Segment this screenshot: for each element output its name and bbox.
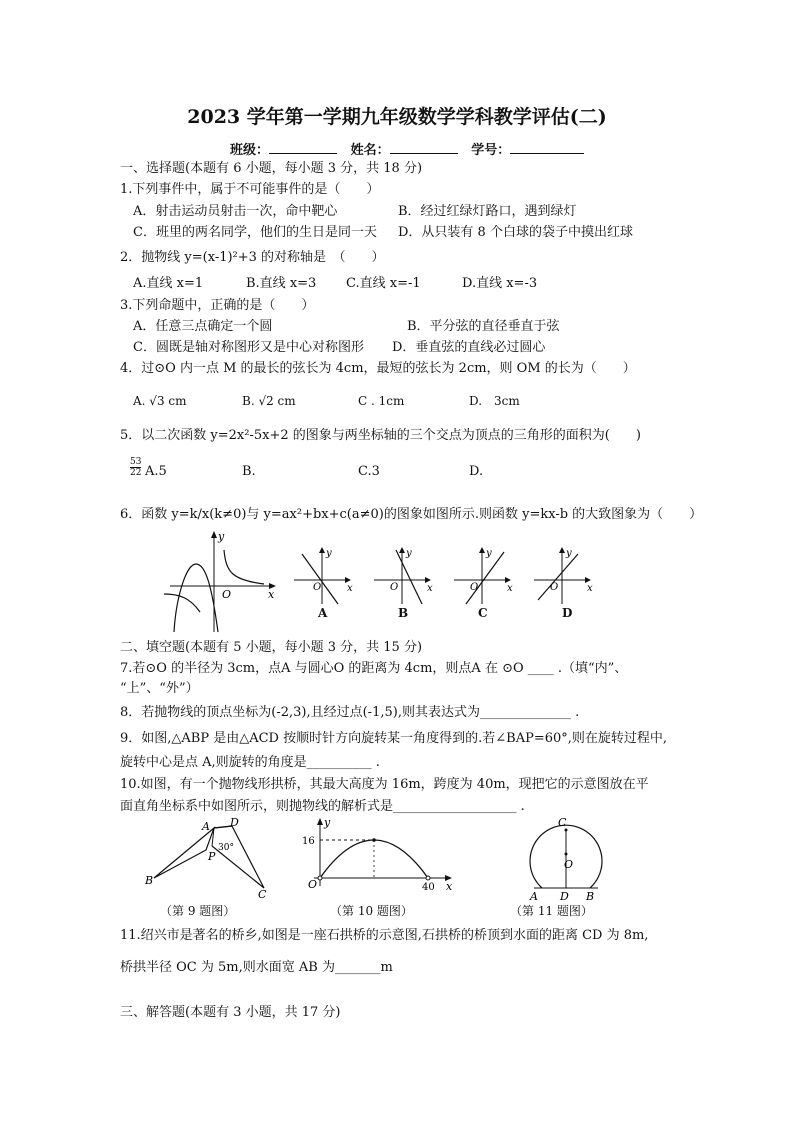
q6-main-graph	[160, 528, 280, 636]
page-title: 2023 学年第一学期九年级数学学科教学评估(二)	[187, 106, 607, 128]
q6-label-d: D	[562, 606, 573, 620]
q3-option-d: D．垂直弦的直线必过圆心	[392, 340, 546, 355]
q1-option-a: A．射击运动员射击一次，命中靶心	[133, 204, 338, 219]
q5-option-d: D.	[469, 464, 484, 479]
fig9-rotation-diagram	[140, 816, 280, 900]
fig9-label-c: C	[258, 888, 267, 900]
fig10-label-40: 40	[422, 882, 435, 893]
class-blank[interactable]	[269, 140, 337, 154]
fig11-label-d: D	[560, 890, 569, 902]
svg-text:y: y	[406, 548, 412, 559]
q6-graph-a	[294, 547, 353, 604]
fig11-label-o: O	[564, 858, 574, 871]
svg-text:O: O	[313, 582, 322, 593]
q6-graph-b	[374, 547, 433, 604]
q3-stem: 3.下列命题中，正确的是（ ）	[120, 298, 315, 313]
q5-option-a: A.5	[145, 464, 167, 479]
q6-origin: O	[222, 588, 232, 601]
q1-option-d: D．从只装有 8 个白球的袋子中摸出红球	[398, 225, 633, 240]
svg-text:y: y	[326, 548, 332, 559]
section-3-heading: 三、解答题(本题有 3 小题，共 17 分)	[120, 1005, 341, 1020]
section-1-heading: 一、选择题(本题有 6 小题，每小题 3 分，共 18 分)	[120, 161, 423, 176]
q7-line-2: “上”、“外”）	[120, 681, 199, 696]
q5-fraction-den: 22	[130, 468, 142, 478]
q1-option-b: B．经过红绿灯路口，遇到绿灯	[398, 204, 577, 219]
svg-text:x: x	[347, 583, 353, 594]
q4-stem: 4．过⊙O 内一点 M 的最长的弦长为 4cm，最短的弦长为 2cm，则 OM 的长为（ ）	[120, 361, 636, 376]
fig10-caption: （第 10 题图）	[330, 904, 413, 918]
svg-text:x: x	[507, 583, 513, 594]
q2-option-d: D.直线 x=-3	[462, 276, 538, 291]
q5-fraction	[130, 457, 141, 478]
svg-text:x: x	[587, 583, 593, 594]
q6-axis-x: x	[268, 588, 275, 601]
q4-option-b: B. √2 cm	[242, 394, 296, 408]
class-label: 班级：	[230, 143, 270, 158]
fig11-label-a: A	[530, 890, 538, 902]
q9-line-2: 旋转中心是点 A,则旋转的角度是__________ .	[120, 755, 380, 770]
q9-line-1: 9．如图,△ABP 是由△ACD 按顺时针方向旋转某一角度得到的.若∠BAP=60°,则在旋转过程中,	[120, 731, 668, 746]
q7-line-1: 7.若⊙O 的半径为 3cm，点A 与圆心O 的距离为 4cm，则点A 在 ⊙O ____ .（填“内”、	[120, 661, 628, 676]
q11-line-1: 11.绍兴市是著名的桥乡,如图是一座石拱桥的示意图,石拱桥的桥顶到水面的距离 CD 为 8m,	[120, 928, 649, 943]
q6-label-a: A	[318, 606, 328, 620]
name-label: 姓名：	[350, 143, 390, 158]
q5-fraction-num: 53	[130, 457, 142, 467]
fig10-axis-y: y	[324, 816, 331, 829]
fig11-caption: （第 11 题图）	[510, 904, 593, 918]
svg-text:y: y	[566, 548, 572, 559]
q2-stem: 2．抛物线 y=(x-1)²+3 的对称轴是 （ ）	[120, 250, 385, 265]
q6-label-c: C	[478, 606, 488, 620]
fig11-stone-arch-bridge	[520, 814, 610, 902]
svg-text:x: x	[427, 583, 433, 594]
q6-graph-c	[454, 547, 513, 604]
student-info	[230, 140, 584, 159]
q3-option-a: A．任意三点确定一个圆	[133, 319, 273, 334]
fig10-label-16: 16	[302, 836, 315, 847]
name-blank[interactable]	[390, 140, 458, 154]
q1-stem: 1.下列事件中，属于不可能事件的是（ ）	[120, 182, 380, 197]
q6-label-b: B	[398, 606, 409, 620]
fig9-label-b: B	[145, 874, 154, 887]
fig10-axis-x: x	[446, 880, 453, 893]
fig9-caption: （第 9 题图）	[160, 904, 236, 918]
q6-axis-y: y	[218, 530, 225, 543]
fig11-label-b: B	[586, 890, 595, 902]
id-label: 学号：	[471, 143, 511, 158]
q10-line-2: 面直角坐标系中如图所示，则抛物线的解析式是___________________ .	[120, 799, 525, 814]
q4-option-d: D. 3cm	[469, 394, 520, 408]
svg-text:O: O	[470, 582, 479, 593]
fig10-origin: O	[308, 878, 318, 891]
fig9-angle: 30°	[218, 843, 234, 853]
q5-option-b: B.	[242, 464, 256, 479]
q3-option-b: B．平分弦的直径垂直于弦	[407, 319, 560, 334]
section-2-heading: 二、填空题(本题有 5 小题，每小题 3 分，共 15 分)	[120, 640, 423, 655]
q5-stem: 5．以二次函数 y=2x²-5x+2 的图象与两坐标轴的三个交点为顶点的三角形的面积为( )	[120, 428, 641, 443]
q6-option-graphs	[288, 544, 598, 620]
q6-graph-d	[534, 547, 593, 604]
svg-text:O: O	[390, 582, 399, 593]
fig10-arch-bridge-graph	[300, 814, 460, 894]
q11-line-2: 桥拱半径 OC 为 5m,则水面宽 AB 为_______m	[120, 960, 393, 975]
q6-stem: 6．函数 y=k/x(k≠0)与 y=ax²+bx+c(a≠0)的图象如图所示.则函数 y=kx-b 的大致图象为（ ）	[120, 507, 703, 522]
q3-option-c: C．圆既是轴对称图形又是中心对称图形	[133, 340, 364, 355]
fig9-label-d: D	[230, 816, 239, 829]
fig11-label-c: C	[558, 816, 567, 829]
id-blank[interactable]	[510, 140, 584, 154]
svg-text:y: y	[486, 548, 492, 559]
fig9-label-a: A	[202, 820, 210, 833]
q5-option-c: C.3	[358, 464, 380, 479]
q4-option-c: C . 1cm	[358, 394, 405, 408]
q2-option-b: B.直线 x=3	[246, 276, 317, 291]
svg-text:O: O	[550, 582, 559, 593]
q2-option-c: C.直线 x=-1	[346, 276, 421, 291]
q4-option-a: A. √3 cm	[133, 394, 187, 408]
q1-option-c: C．班里的两名同学，他们的生日是同一天	[133, 225, 377, 240]
q10-line-1: 10.如图，有一个抛物线形拱桥，其最大高度为 16m，跨度为 40m，现把它的示意图放在平	[120, 777, 649, 792]
q2-option-a: A.直线 x=1	[133, 276, 204, 291]
q8-text: 8．若抛物线的顶点坐标为(-2,3),且经过点(-1,5),则其表达式为______________ .	[120, 705, 580, 720]
fig9-label-p: P	[208, 850, 216, 863]
